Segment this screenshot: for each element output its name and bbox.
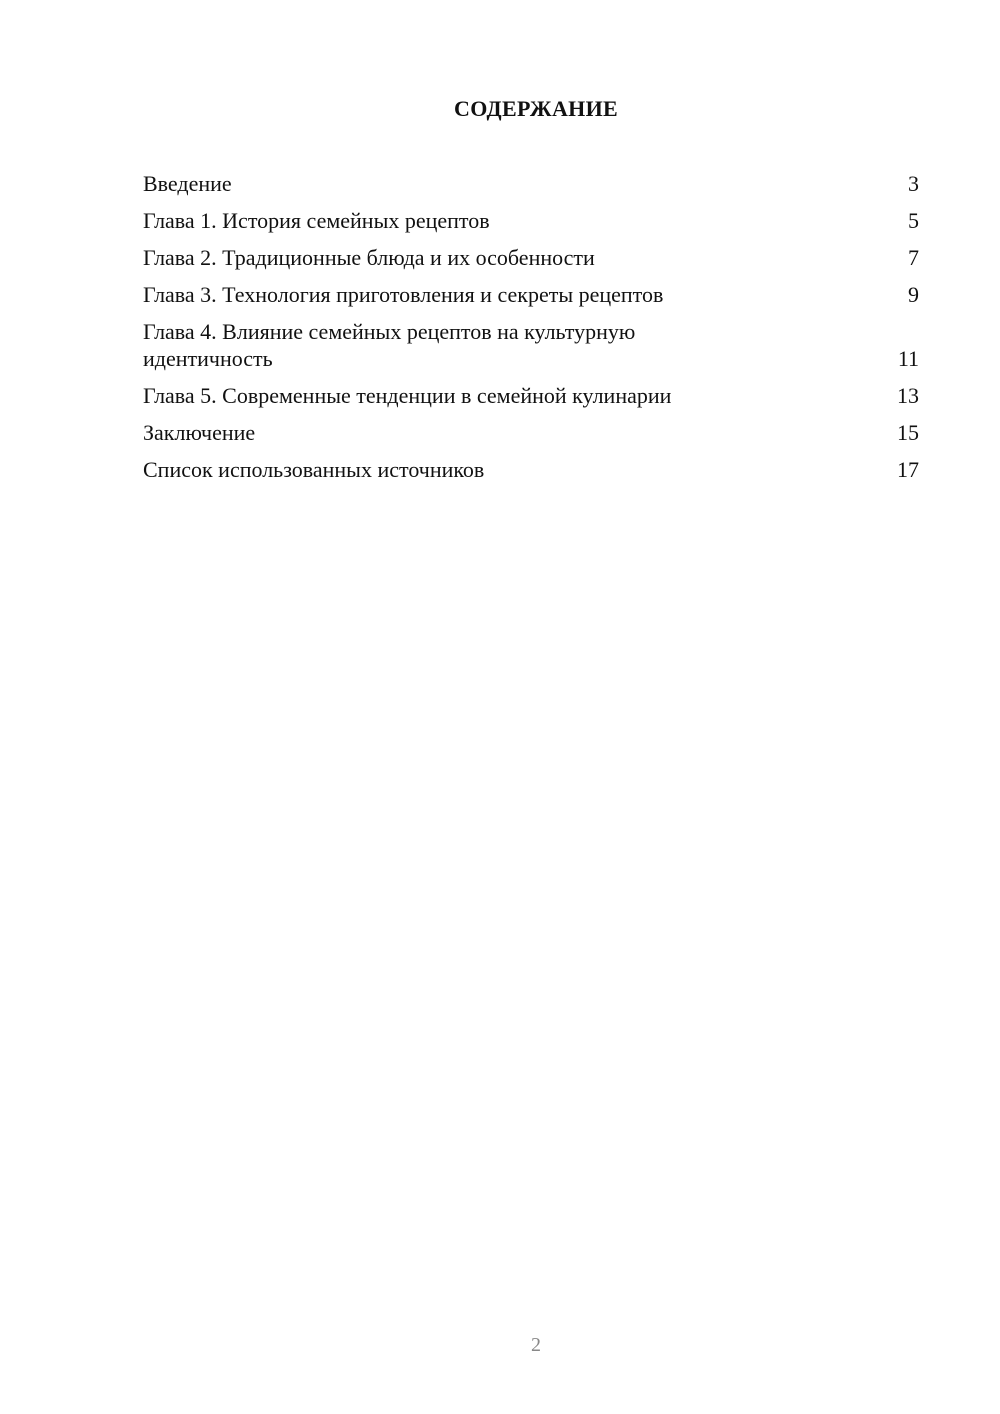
toc-entry-page: 11	[897, 346, 919, 371]
toc-entry	[143, 281, 919, 308]
toc-entry-page: 5	[908, 208, 919, 233]
toc-entry-page: 17	[897, 457, 919, 482]
toc-entry-page: 15	[897, 420, 919, 445]
toc-entry	[143, 318, 919, 372]
toc-entry-page: 3	[908, 171, 919, 196]
toc-entry	[143, 382, 919, 409]
toc-entry-text: Введение	[143, 171, 232, 196]
toc-title: СОДЕРЖАНИЕ	[454, 96, 618, 121]
toc-entry-text: Список использованных источников	[143, 457, 485, 482]
toc-entry	[143, 170, 919, 197]
toc-entry	[143, 419, 919, 446]
toc-entry-page: 13	[897, 383, 919, 408]
table-of-contents	[143, 170, 919, 493]
page-number: 2	[531, 1334, 541, 1356]
toc-entry-text: Глава 2. Традиционные блюда и их особенности	[143, 245, 595, 270]
toc-entry	[143, 456, 919, 483]
toc-entry	[143, 207, 919, 234]
toc-entry-page: 9	[908, 282, 919, 307]
toc-entry-text: Глава 4. Влияние семейных рецептов на культурную идентичность	[143, 319, 636, 371]
toc-entry	[143, 244, 919, 271]
toc-entry-text: Глава 5. Современные тенденции в семейной кулинарии	[143, 383, 672, 408]
toc-entry-text: Глава 3. Технология приготовления и секреты рецептов	[143, 282, 664, 307]
toc-entry-text: Заключение	[143, 420, 256, 445]
toc-entry-text: Глава 1. История семейных рецептов	[143, 208, 490, 233]
toc-entry-page: 7	[908, 245, 919, 270]
